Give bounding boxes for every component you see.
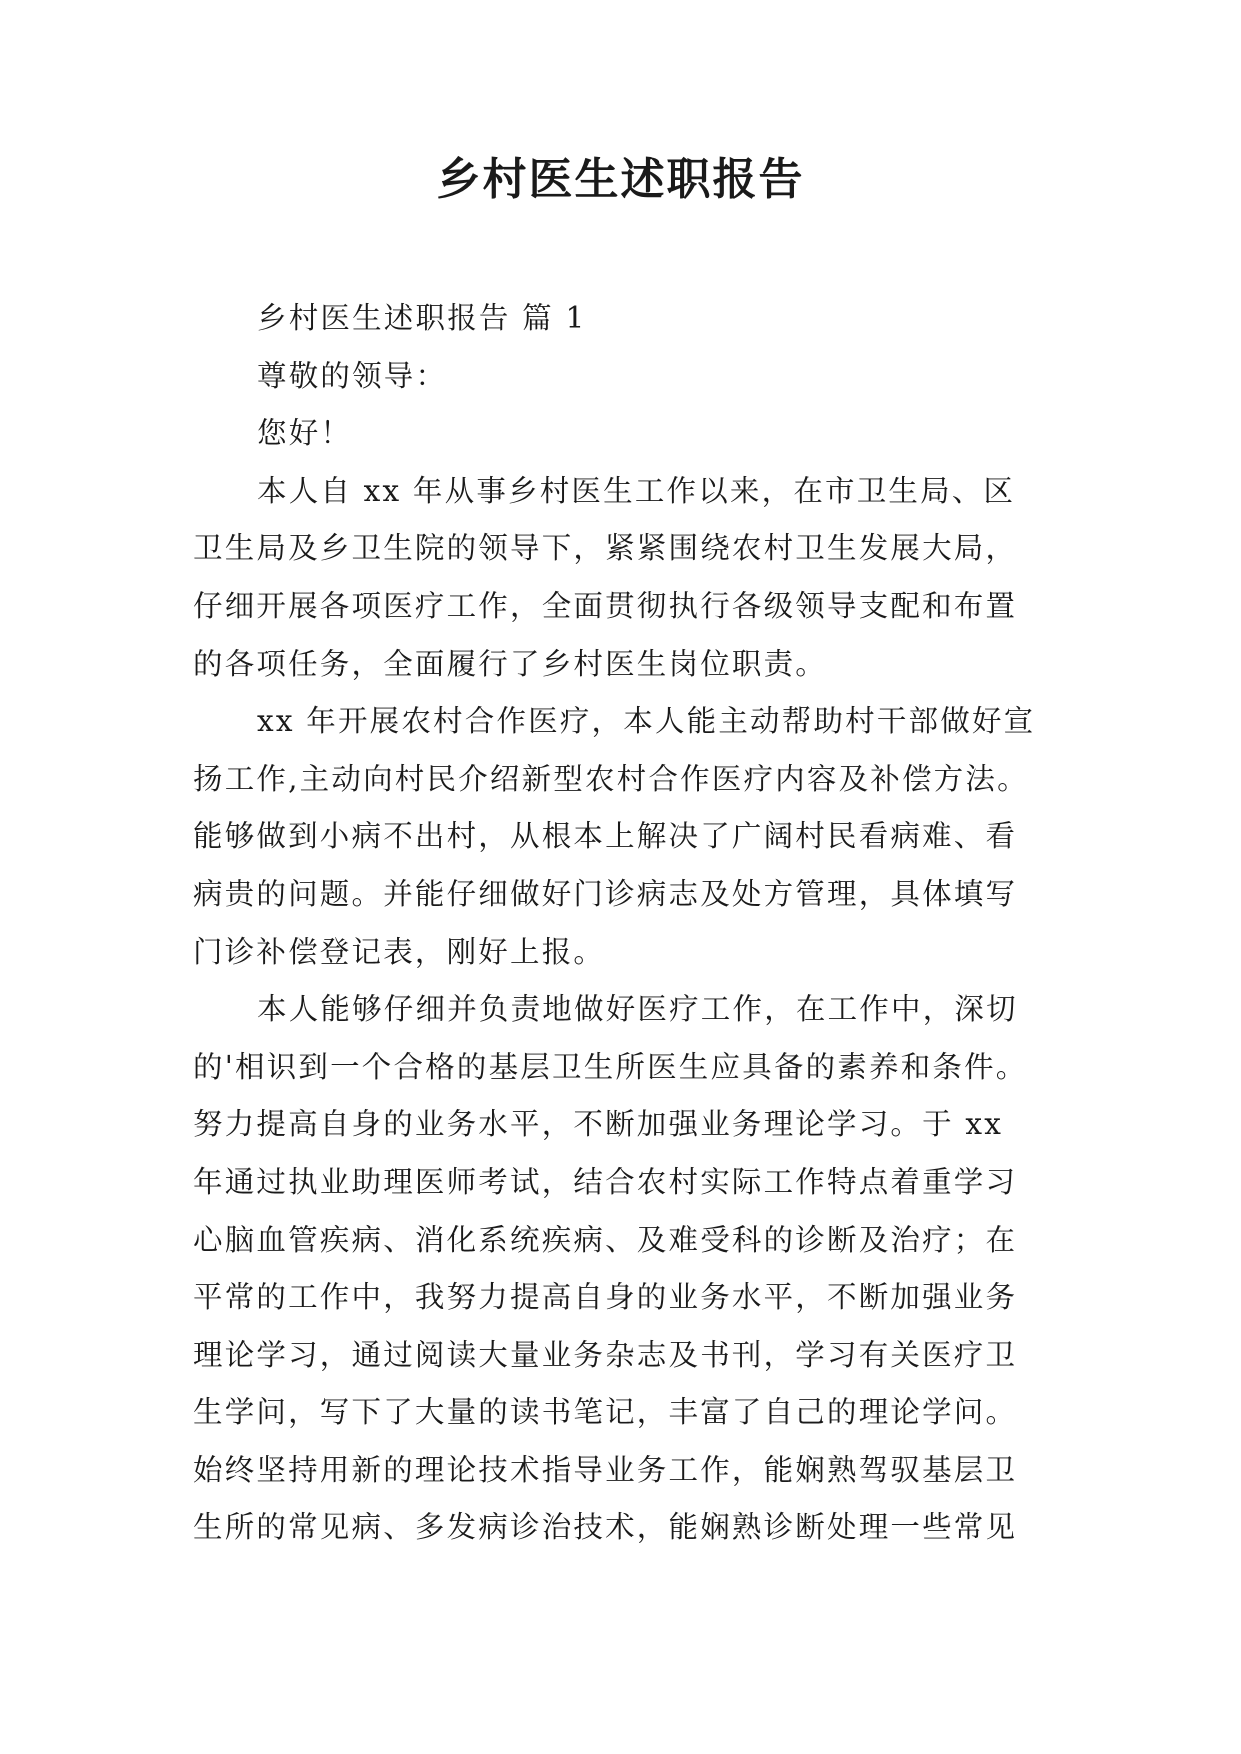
body-line: 扬工作,主动向村民介绍新型农村合作医疗内容及补偿方法。 xyxy=(193,761,1029,796)
body-line: 您好！ xyxy=(257,416,353,451)
body-line: 的'相识到一个合格的基层卫生所医生应具备的素养和条件。 xyxy=(193,1049,1028,1084)
document-body xyxy=(193,290,1049,1557)
body-line: 卫生局及乡卫生院的领导下，紧紧围绕农村卫生发展大局， xyxy=(193,531,1018,566)
body-line: 本人能够仔细并负责地做好医疗工作，在工作中，深切 xyxy=(257,992,1018,1027)
body-line: 生所的常见病、多发病诊治技术，能娴熟诊断处理一些常见 xyxy=(193,1510,1018,1545)
body-line: 仔细开展各项医疗工作，全面贯彻执行各级领导支配和布置 xyxy=(193,588,1018,623)
body-line: 本人自 xx 年从事乡村医生工作以来，在市卫生局、区 xyxy=(257,473,1016,508)
body-line: 始终坚持用新的理论技术指导业务工作，能娴熟驾驭基层卫 xyxy=(193,1452,1018,1487)
body-line: 门诊补偿登记表，刚好上报。 xyxy=(193,934,606,969)
body-line: 年通过执业助理医师考试，结合农村实际工作特点着重学习 xyxy=(193,1164,1018,1199)
body-line: xx 年开展农村合作医疗，本人能主动帮助村干部做好宣 xyxy=(257,704,1036,739)
body-line: 尊敬的领导： xyxy=(257,358,448,393)
body-line: 乡村医生述职报告 篇 1 xyxy=(257,301,587,335)
body-line: 病贵的问题。并能仔细做好门诊病志及处方管理，具体填写 xyxy=(193,876,1018,911)
document-title: 乡村医生述职报告 xyxy=(436,154,805,205)
body-line: 能够做到小病不出村，从根本上解决了广阔村民看病难、看 xyxy=(193,819,1018,854)
body-line: 生学问，写下了大量的读书笔记，丰富了自己的理论学问。 xyxy=(193,1395,1018,1430)
body-line: 的各项任务，全面履行了乡村医生岗位职责。 xyxy=(193,646,828,681)
body-line: 平常的工作中，我努力提高自身的业务水平，不断加强业务 xyxy=(193,1280,1018,1315)
body-line: 心脑血管疾病、消化系统疾病、及难受科的诊断及治疗；在 xyxy=(193,1222,1018,1257)
body-line: 理论学习，通过阅读大量业务杂志及书刊，学习有关医疗卫 xyxy=(193,1337,1018,1372)
body-line: 努力提高自身的业务水平，不断加强业务理论学习。于 xx xyxy=(193,1107,1004,1142)
